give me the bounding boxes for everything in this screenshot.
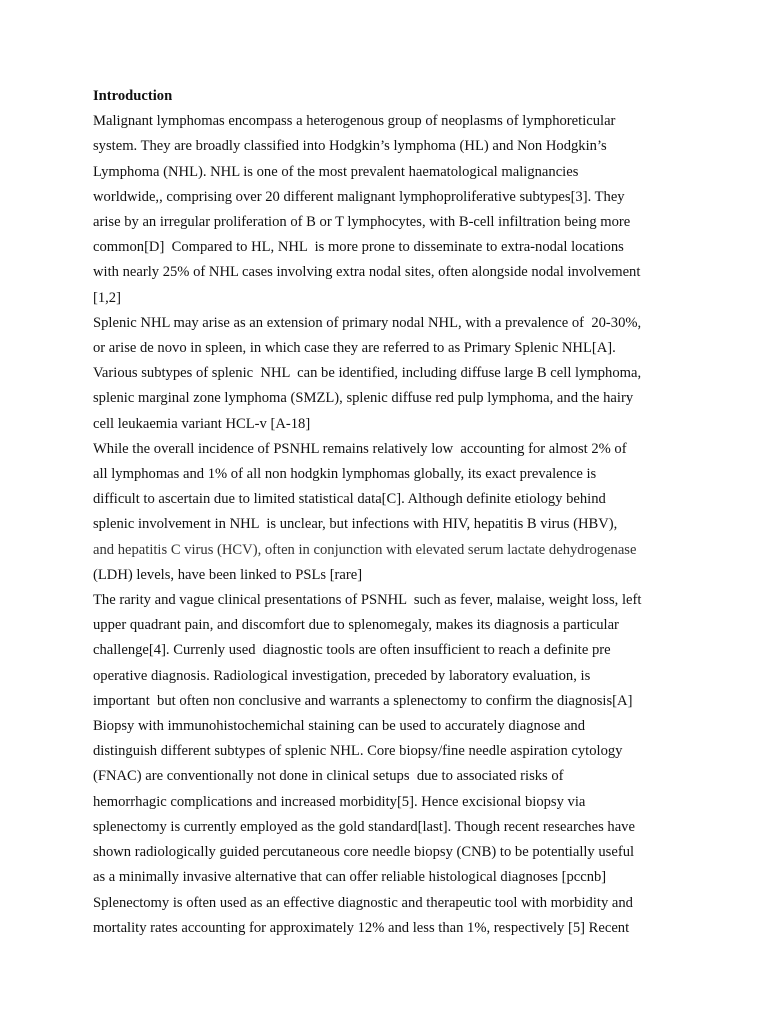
- text-line: distinguish different subtypes of splenic NHL. Core biopsy/fine needle aspiration cytology: [93, 743, 623, 760]
- text-line: shown radiologically guided percutaneous core needle biopsy (CNB) to be potentially useful: [93, 844, 635, 861]
- text-line: While the overall incidence of PSNHL remains relatively low accounting for almost 2% of: [93, 440, 627, 457]
- text-line: worldwide,, comprising over 20 different malignant lymphoproliferative subtypes[3]. They: [93, 188, 625, 205]
- text-line: The rarity and vague clinical presentations of PSNHL such as fever, malaise, weight loss, left: [93, 592, 642, 609]
- text-line: (LDH) levels, have been linked to PSLs [rare]: [93, 566, 363, 583]
- text-line: arise by an irregular proliferation of B or T lymphocytes, with B-cell infiltration being more: [93, 214, 631, 231]
- section-heading: Introduction: [93, 88, 173, 104]
- text-line: system. They are broadly classified into Hodgkin’s lymphoma (HL) and Non Hodgkin’s: [93, 138, 607, 155]
- text-line: as a minimally invasive alternative that can offer reliable histological diagnoses [pccnb]: [93, 869, 607, 886]
- text-line: splenic marginal zone lymphoma (SMZL), splenic diffuse red pulp lymphoma, and the hairy: [93, 390, 634, 407]
- body-text: [93, 109, 683, 941]
- text-line: Splenic NHL may arise as an extension of primary nodal NHL, with a prevalence of 20-30%,: [93, 314, 642, 331]
- text-line: (FNAC) are conventionally not done in clinical setups due to associated risks of: [93, 768, 564, 785]
- text-line: all lymphomas and 1% of all non hodgkin lymphomas globally, its exact prevalence is: [93, 466, 597, 483]
- text-line: splenectomy is currently employed as the gold standard[last]. Though recent researches have: [93, 818, 635, 835]
- text-line: Biopsy with immunohistochemichal staining can be used to accurately diagnose and: [93, 718, 586, 735]
- text-line: splenic involvement in NHL is unclear, but infections with HIV, hepatitis B virus (HBV),: [93, 516, 618, 533]
- text-line: difficult to ascertain due to limited statistical data[C]. Although definite etiology behind: [93, 491, 606, 508]
- document-page: [93, 84, 683, 941]
- text-line: upper quadrant pain, and discomfort due to splenomegaly, makes its diagnosis a particular: [93, 617, 619, 634]
- text-line: important but often non conclusive and warrants a splenectomy to confirm the diagnosis[A]: [93, 692, 633, 709]
- text-line: operative diagnosis. Radiological investigation, preceded by laboratory evaluation, is: [93, 667, 591, 684]
- text-line: [1,2]: [93, 289, 121, 306]
- text-line: mortality rates accounting for approximately 12% and less than 1%, respectively [5] Recent: [93, 919, 630, 936]
- text-line: Splenectomy is often used as an effective diagnostic and therapeutic tool with morbidity and: [93, 894, 633, 911]
- text-line: Various subtypes of splenic NHL can be identified, including diffuse large B cell lymphoma,: [93, 365, 642, 382]
- text-line: common[D] Compared to HL, NHL is more prone to disseminate to extra-nodal locations: [93, 239, 624, 256]
- text-line: with nearly 25% of NHL cases involving extra nodal sites, often alongside nodal involvement: [93, 264, 641, 281]
- text-line: Lymphoma (NHL). NHL is one of the most prevalent haematological malignancies: [93, 163, 579, 180]
- text-line: or arise de novo in spleen, in which case they are referred to as Primary Splenic NHL[A].: [93, 340, 616, 357]
- text-line: hemorrhagic complications and increased morbidity[5]. Hence excisional biopsy via: [93, 793, 586, 810]
- text-line: cell leukaemia variant HCL-v [A-18]: [93, 415, 311, 432]
- text-line: and hepatitis C virus (HCV), often in conjunction with elevated serum lactate dehydrogenase: [93, 541, 637, 558]
- text-line: Malignant lymphomas encompass a heterogenous group of neoplasms of lymphoreticular: [93, 113, 616, 130]
- text-line: challenge[4]. Currenly used diagnostic tools are often insufficient to reach a definite pre: [93, 642, 611, 659]
